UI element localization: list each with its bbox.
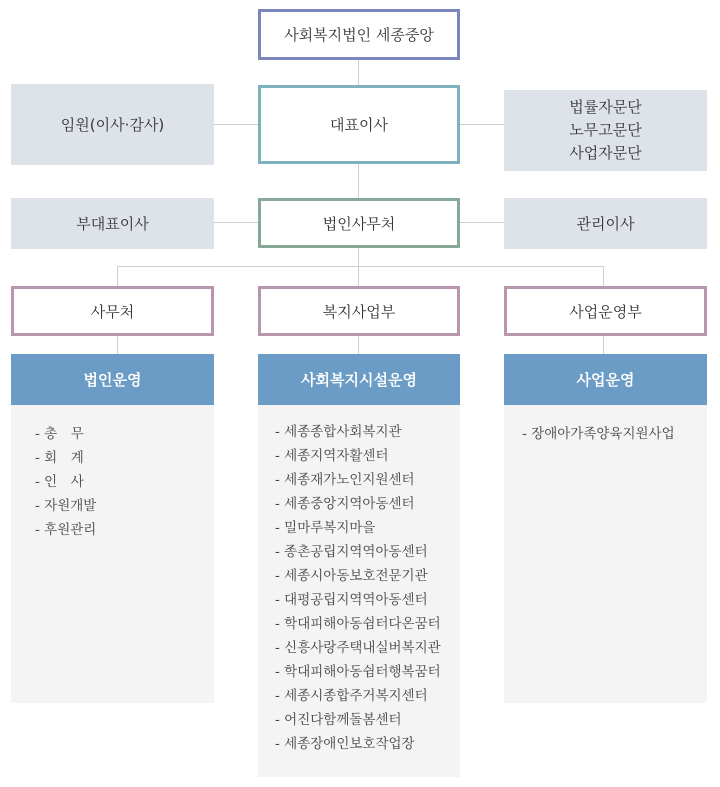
panel-body-business-ops: [504, 405, 707, 703]
list-item: - 세종재가노인지원센터: [275, 472, 415, 488]
connector-dept3-panel: [603, 335, 604, 354]
connector-dept2-panel: [358, 335, 359, 354]
list-item: - 종촌공립지역역아동센터: [275, 544, 428, 560]
vice-ceo-node: 부대표이사: [11, 198, 214, 249]
list-item: - 세종시종합주거복지센터: [275, 688, 428, 704]
connector-bus-dept1: [117, 266, 118, 287]
list-facility-ops: [275, 420, 441, 756]
connector-office-down: [358, 247, 359, 287]
list-item: - 자원개발: [35, 498, 97, 514]
connector-office-director: [459, 222, 504, 223]
panel-body-facility-ops: [258, 405, 460, 777]
list-item: - 세종지역자활센터: [275, 448, 389, 464]
list-item: - 어진다함께돌봄센터: [275, 712, 402, 728]
dept-secretariat: 사무처: [11, 286, 214, 336]
panel-title-facility-ops: 사회복지시설운영: [258, 354, 460, 405]
list-item: - 총 무: [35, 426, 84, 442]
connector-root-ceo: [358, 59, 359, 85]
list-item: - 장애아가족양육지원사업: [522, 426, 675, 442]
list-item: - 회 계: [35, 450, 84, 466]
list-item: - 밀마루복지마을: [275, 520, 376, 536]
list-item: - 학대피해아동쉼터행복꿈터: [275, 664, 441, 680]
list-item: - 후원관리: [35, 522, 97, 538]
list-business-ops: [522, 422, 675, 446]
list-corp-ops: [35, 422, 96, 542]
root-node: 사회복지법인 세종중앙: [258, 9, 460, 60]
advisor-labor: 노무고문단: [569, 121, 642, 139]
list-item: - 세종장애인보호작업장: [275, 736, 415, 752]
list-item: - 신흥사랑주택내실버복지관: [275, 640, 441, 656]
advisor-business: 사업자문단: [569, 144, 642, 162]
list-item: - 인 사: [35, 474, 84, 490]
connector-dept1-panel: [117, 335, 118, 354]
connector-vice-office: [214, 222, 259, 223]
advisor-legal: 법률자문단: [569, 98, 642, 116]
panel-title-corp-ops: 법인운영: [11, 354, 214, 405]
panel-body-corp-ops: [11, 405, 214, 703]
list-item: - 대평공립지역역아동센터: [275, 592, 428, 608]
connector-executives-ceo: [214, 124, 259, 125]
connector-horizontal-bus: [117, 266, 604, 267]
list-item: - 세종종합사회복지관: [275, 424, 402, 440]
corp-office-node: 법인사무처: [258, 198, 460, 248]
connector-ceo-advisors: [459, 124, 504, 125]
list-item: - 세종시아동보호전문기관: [275, 568, 428, 584]
list-item: - 세종중앙지역아동센터: [275, 496, 415, 512]
connector-bus-dept3: [603, 266, 604, 287]
ceo-node: 대표이사: [258, 85, 460, 164]
executives-node: 임원(이사·감사): [11, 84, 214, 165]
connector-ceo-office: [358, 163, 359, 199]
director-node: 관리이사: [504, 198, 707, 249]
dept-welfare: 복지사업부: [258, 286, 460, 336]
dept-operations: 사업운영부: [504, 286, 707, 336]
advisors-node: [504, 90, 707, 171]
list-item: - 학대피해아동쉼터다온꿈터: [275, 616, 441, 632]
panel-title-business-ops: 사업운영: [504, 354, 707, 405]
